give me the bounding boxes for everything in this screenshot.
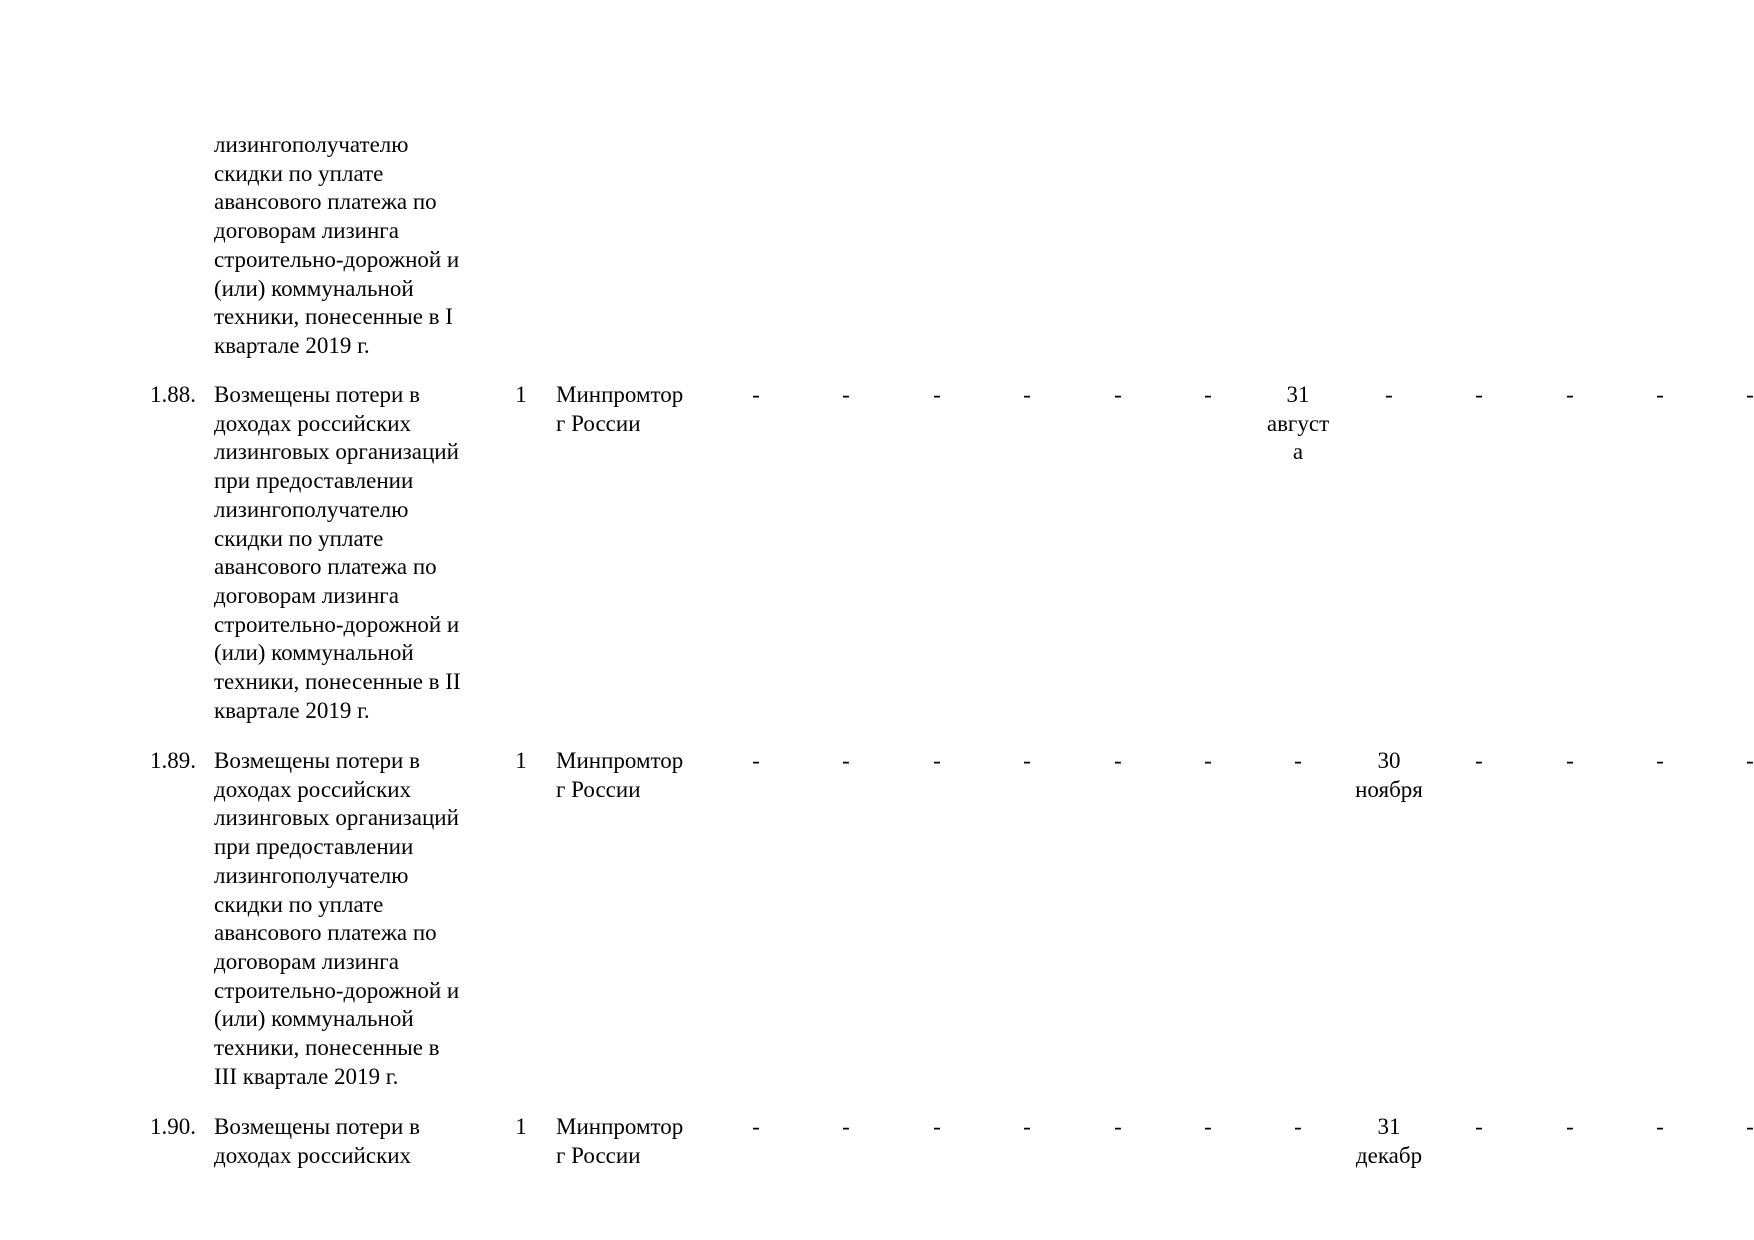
period-cell: - xyxy=(1204,1114,1212,1139)
period-cell: - xyxy=(933,382,941,407)
period-cell: 31 декабр xyxy=(1355,1114,1423,1168)
period-cell: - xyxy=(1656,1114,1664,1139)
period-cell: - xyxy=(1114,748,1122,773)
period-cell: - xyxy=(1023,382,1031,407)
row-description: Возмещены потери в доходах российских лизинговых организаций при предоставлении лизингополучателю скидки по уплате авансового платежа по договорам лизинга строительно-дорожной и (или) коммунальной техники, понесенные в II квартале 2019 г. xyxy=(214,382,461,723)
period-cell: - xyxy=(1023,1114,1031,1139)
period-cell: - xyxy=(1746,748,1754,773)
period-cell: - xyxy=(1294,1114,1302,1139)
period-cell: - xyxy=(1023,748,1031,773)
period-cell: - xyxy=(933,748,941,773)
period-cell: - xyxy=(1566,382,1574,407)
period-cell: - xyxy=(1656,382,1664,407)
period-cell: 31 август а xyxy=(1266,382,1330,465)
period-cell: - xyxy=(1114,1114,1122,1139)
row-description: Возмещены потери в доходах российских xyxy=(214,1114,420,1168)
period-cell: - xyxy=(752,382,760,407)
period-cell: - xyxy=(1746,1114,1754,1139)
period-cell: - xyxy=(1566,1114,1574,1139)
period-cell: - xyxy=(842,1114,850,1139)
period-cell: - xyxy=(1566,748,1574,773)
period-cell: - xyxy=(1475,1114,1483,1139)
row-responsible: Минпромтор г России xyxy=(556,1114,684,1168)
period-cell: - xyxy=(842,748,850,773)
period-cell: - xyxy=(1204,748,1212,773)
period-cell: - xyxy=(1294,748,1302,773)
period-cell: - xyxy=(752,1114,760,1139)
row-responsible: Минпромтор г России xyxy=(556,748,684,802)
period-cell: - xyxy=(842,382,850,407)
period-cell: - xyxy=(933,1114,941,1139)
period-cell: - xyxy=(1204,382,1212,407)
row-number: 1.89. xyxy=(150,748,196,773)
period-cell: - xyxy=(1475,382,1483,407)
row-priority: 1 xyxy=(515,1114,527,1139)
period-cell: - xyxy=(1114,382,1122,407)
row-priority: 1 xyxy=(515,382,527,407)
row-description: лизингополучателю скидки по уплате авансового платежа по договорам лизинга строительно-дорожной и (или) коммунальной техники, понесенные в I квартале 2019 г. xyxy=(214,132,460,358)
period-cell: - xyxy=(1475,748,1483,773)
period-cell: - xyxy=(1656,748,1664,773)
period-cell: - xyxy=(752,748,760,773)
row-number: 1.88. xyxy=(150,382,196,407)
row-priority: 1 xyxy=(515,748,527,773)
row-responsible: Минпромтор г России xyxy=(556,382,684,436)
period-cell: - xyxy=(1746,382,1754,407)
row-number: 1.90. xyxy=(150,1114,196,1139)
period-cell: - xyxy=(1385,382,1393,407)
row-description: Возмещены потери в доходах российских лизинговых организаций при предоставлении лизингополучателю скидки по уплате авансового платежа по договорам лизинга строительно-дорожной и (или) коммунальной техники, понесенные в III квартале 2019 г. xyxy=(214,748,460,1089)
period-cell: 30 ноября xyxy=(1355,748,1423,802)
